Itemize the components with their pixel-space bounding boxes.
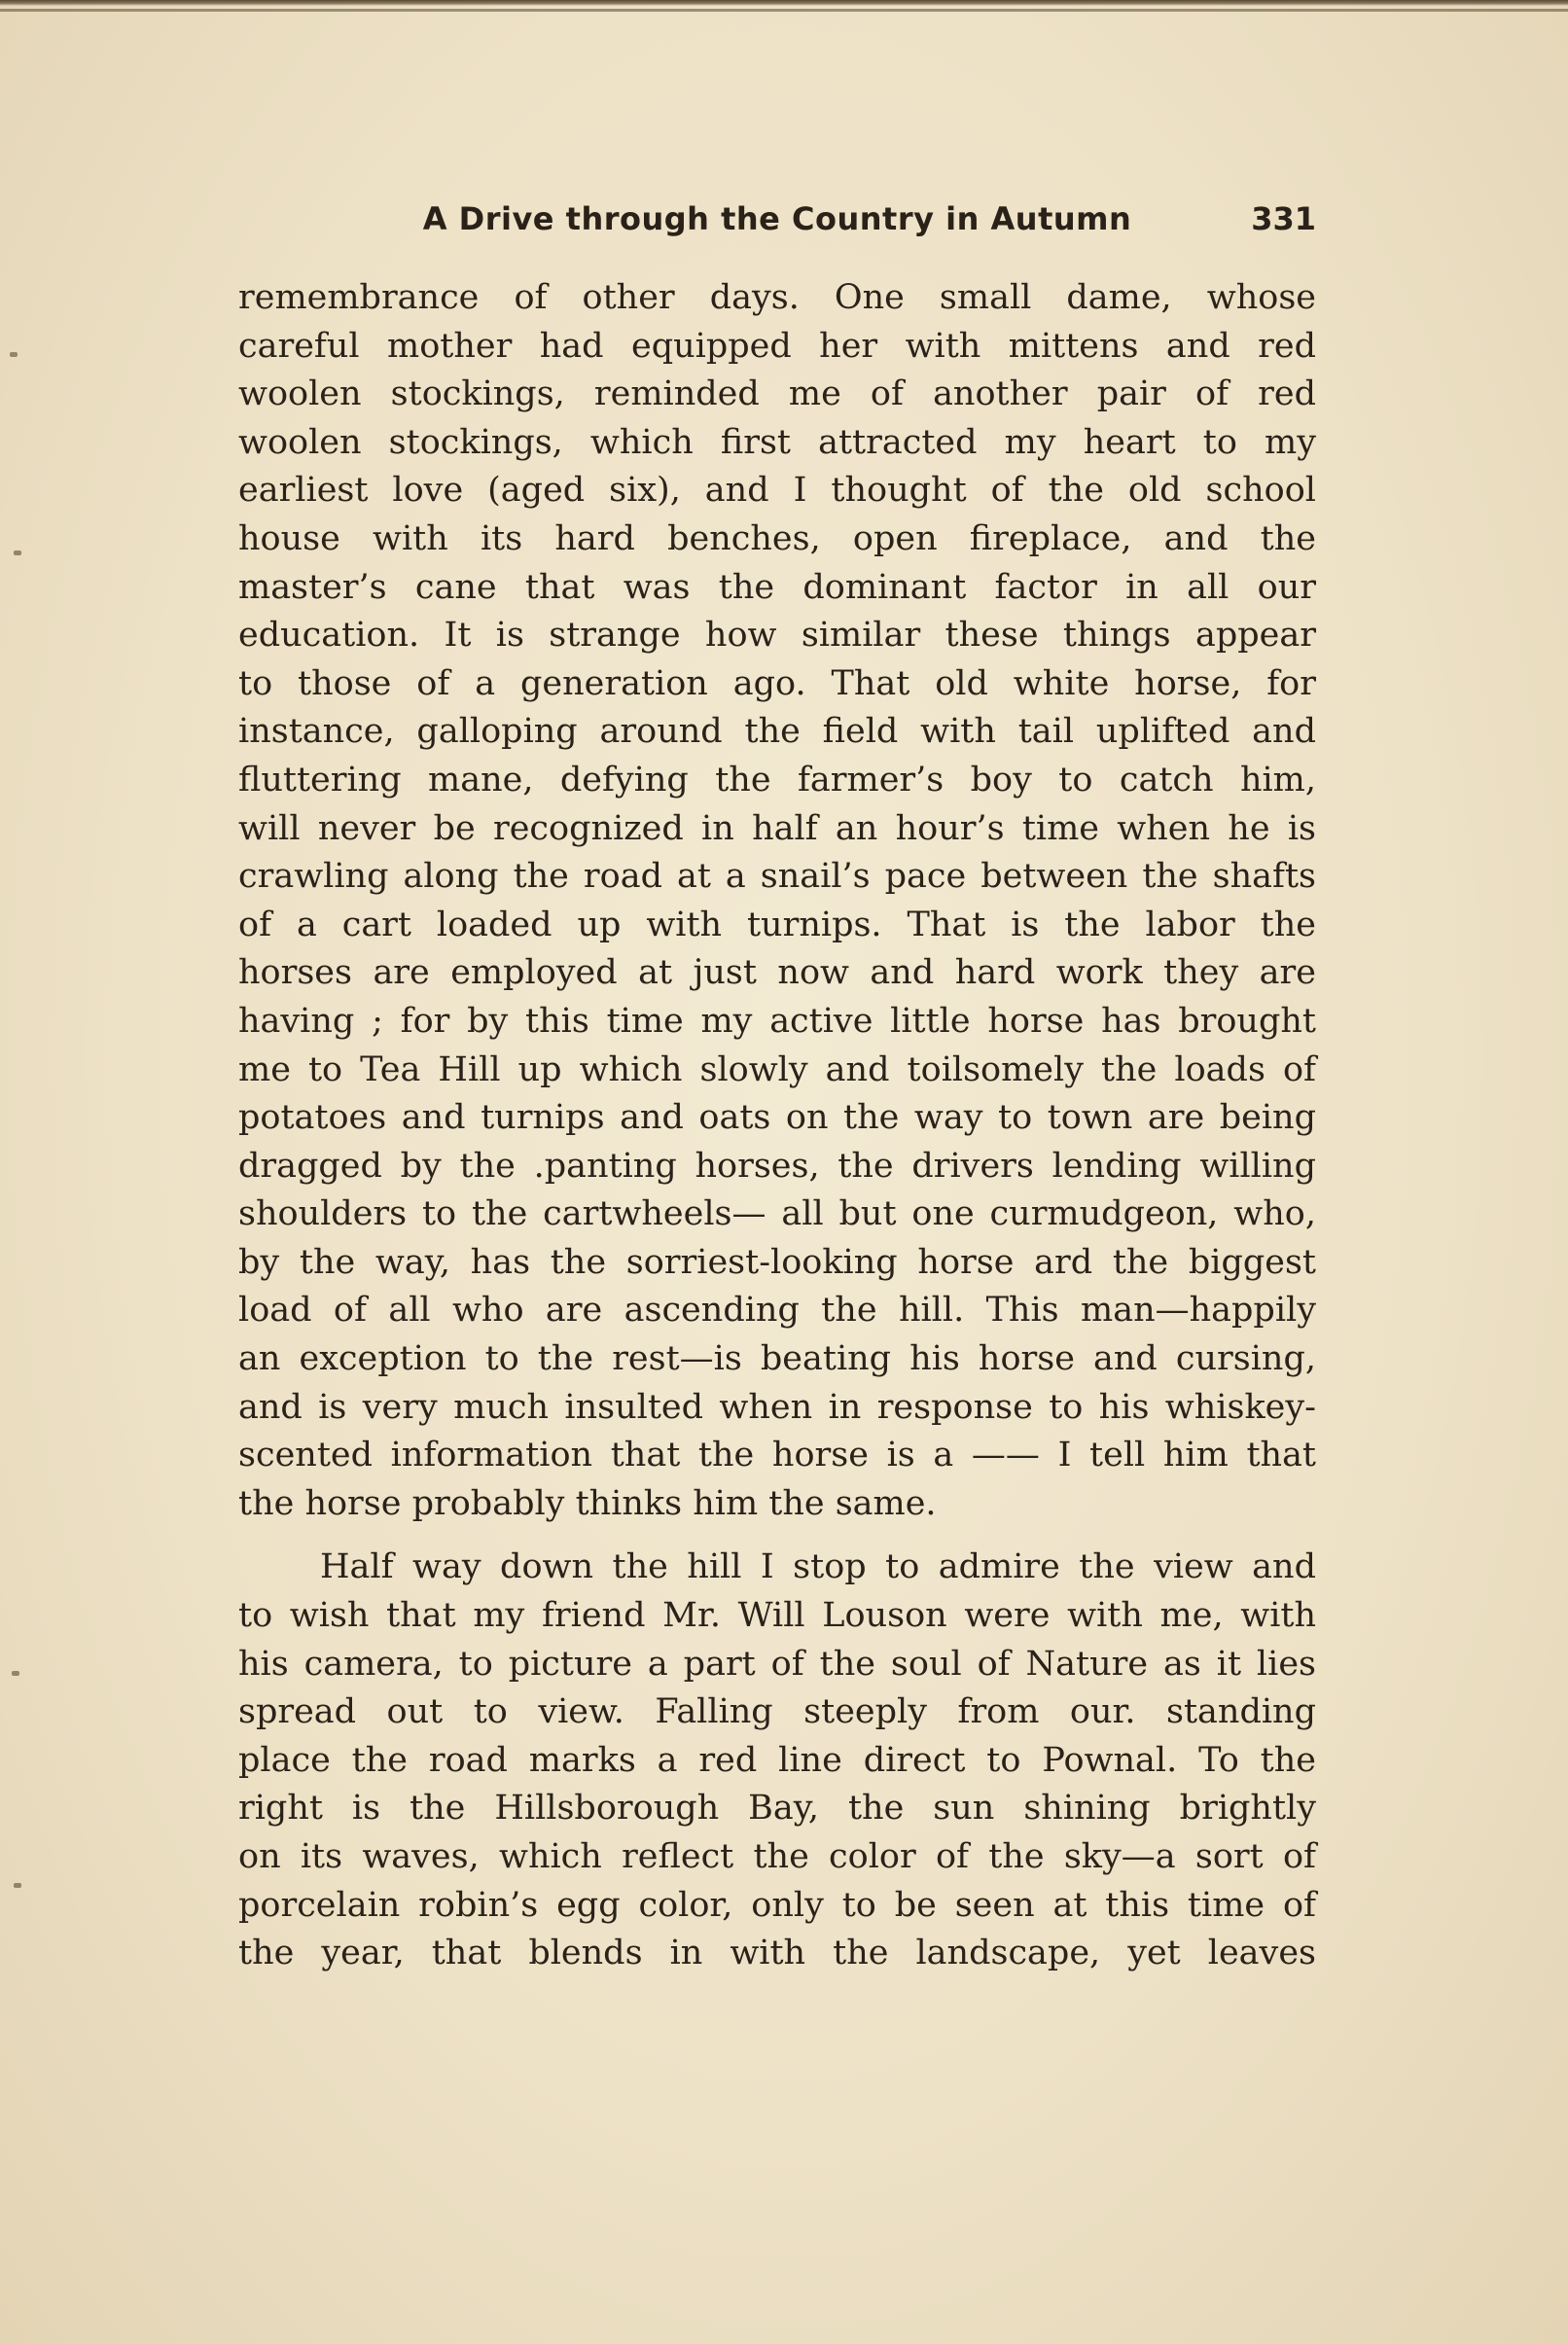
text-line: will never be recognized in half an hour’s time when he is	[238, 808, 1316, 848]
paragraph-1	[238, 274, 1316, 1528]
margin-speck	[10, 352, 18, 357]
page-number: 331	[1251, 200, 1316, 237]
running-header	[238, 191, 1316, 249]
text-line: dragged by the .panting horses, the drivers lending willing	[238, 1146, 1316, 1186]
text-line: and is very much insulted when in response to his whiskey-	[238, 1387, 1316, 1427]
margin-speck	[14, 550, 21, 555]
top-edge-thin-rule	[0, 9, 1568, 12]
text-line: right is the Hillsborough Bay, the sun shining brightly	[238, 1789, 1316, 1829]
text-line: potatoes and turnips and oats on the way to town are being	[238, 1098, 1316, 1138]
margin-speck	[14, 1883, 21, 1888]
text-line: shoulders to the cartwheels— all but one curmudgeon, who,	[238, 1194, 1316, 1234]
text-line: woolen stockings, reminded me of another pair of red	[238, 374, 1316, 414]
text-line: Half way down the hill I stop to admire the view and	[320, 1547, 1316, 1587]
text-line: me to Tea Hill up which slowly and toilsomely the loads of	[238, 1049, 1316, 1089]
text-line: earliest love (aged six), and I thought of the old school	[238, 471, 1316, 511]
paragraph-gap	[238, 1528, 1316, 1544]
body-text	[238, 274, 1316, 1978]
text-line: crawling along the road at a snail’s pace between the shafts	[238, 857, 1316, 897]
text-line: to those of a generation ago. That old white horse, for	[238, 663, 1316, 703]
text-line: place the road marks a red line direct to Pownal. To the	[238, 1740, 1316, 1780]
text-line: scented information that the horse is a —— I tell him that	[238, 1436, 1316, 1475]
running-header-title: A Drive through the Country in Autumn	[422, 200, 1132, 237]
text-line: on its waves, which reflect the color of the sky—a sort of	[238, 1837, 1316, 1876]
text-line: careful mother had equipped her with mittens and red	[238, 326, 1316, 366]
text-line: having ; for by this time my active little horse has brought	[238, 1001, 1316, 1041]
text-line: horses are employed at just now and hard work they are	[238, 953, 1316, 993]
text-line: to wish that my friend Mr. Will Louson were with me, with	[238, 1596, 1316, 1636]
text-line: spread out to view. Falling steeply from our. standing	[238, 1692, 1316, 1732]
text-line: house with its hard benches, open fireplace, and the	[238, 518, 1316, 558]
text-line: instance, galloping around the field with tail uplifted and	[238, 712, 1316, 752]
paragraph-2	[238, 1544, 1316, 1977]
text-line: education. It is strange how similar these things appear	[238, 616, 1316, 656]
margin-speck	[12, 1671, 19, 1676]
text-line: fluttering mane, defying the farmer’s boy to catch him,	[238, 760, 1316, 799]
text-line: remembrance of other days. One small dame, whose	[238, 278, 1316, 317]
top-edge-rule	[0, 0, 1568, 6]
text-line: load of all who are ascending the hill. This man—happily	[238, 1291, 1316, 1331]
text-line: his camera, to picture a part of the soul of Nature as it lies	[238, 1644, 1316, 1684]
text-line: the year, that blends in with the landscape, yet leaves	[238, 1934, 1316, 1973]
text-line: by the way, has the sorriest-looking horse ard the biggest	[238, 1242, 1316, 1282]
text-line: of a cart loaded up with turnips. That is the labor the	[238, 905, 1316, 944]
text-line: master’s cane that was the dominant factor in all our	[238, 567, 1316, 607]
text-line: the horse probably thinks him the same.	[238, 1483, 937, 1523]
text-line: woolen stockings, which first attracted my heart to my	[238, 422, 1316, 462]
text-line: porcelain robin’s egg color, only to be seen at this time of	[238, 1885, 1316, 1925]
text-line: an exception to the rest—is beating his horse and cursing,	[238, 1339, 1316, 1379]
